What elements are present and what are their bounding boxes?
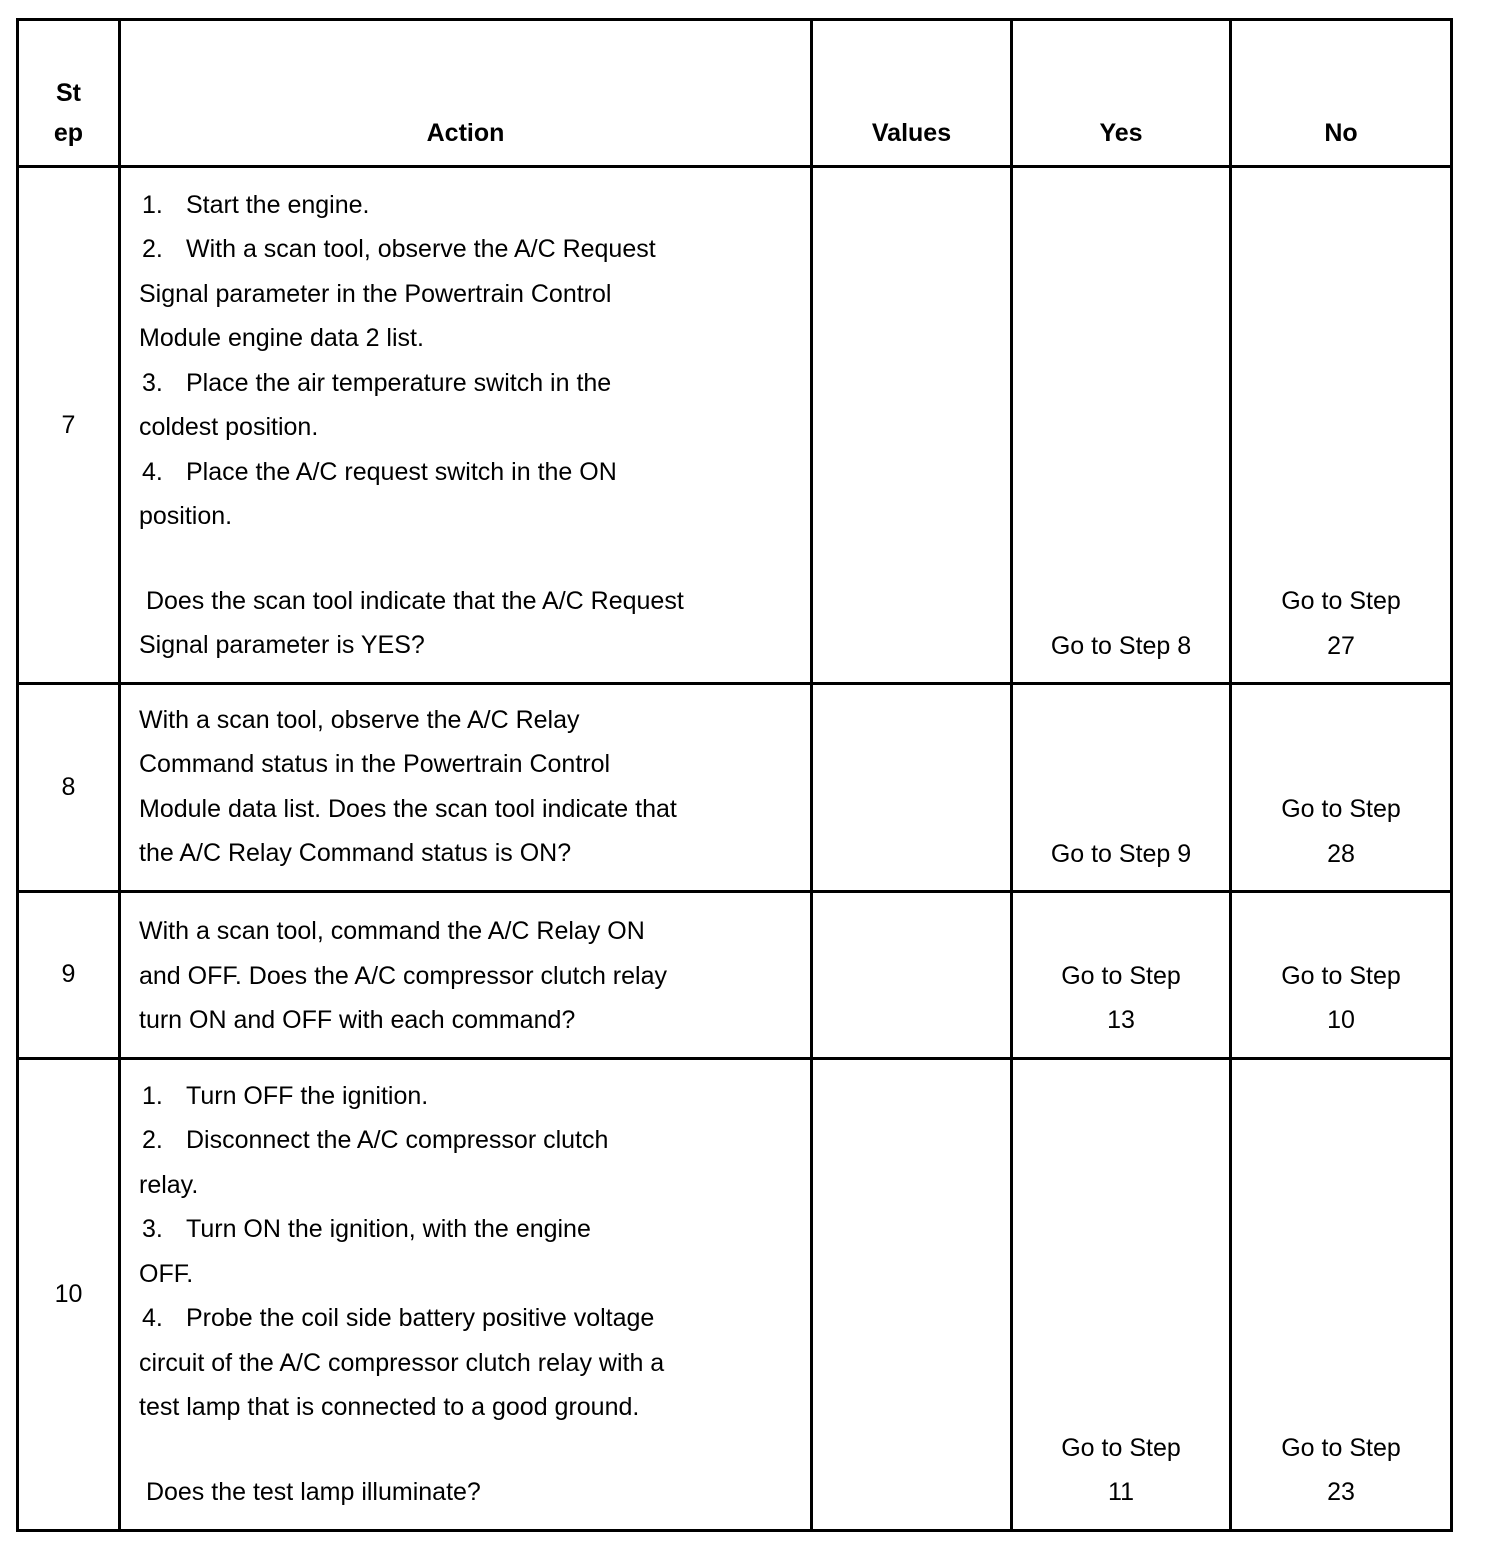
- header-step-line-2: ep: [53, 119, 84, 147]
- list-item: [139, 1074, 800, 1119]
- table-row: [18, 1058, 1452, 1530]
- action-text: Module engine data 2 list.: [139, 324, 424, 352]
- no-goto: Go to Step: [1281, 795, 1401, 823]
- action-text: Place the A/C request switch in the ON: [186, 457, 617, 486]
- diagnostic-table: [16, 18, 1453, 1532]
- action-text: relay.: [139, 1170, 199, 1199]
- list-item: [139, 1118, 800, 1163]
- list-item: [139, 361, 800, 406]
- header-yes: Yes: [1012, 20, 1231, 167]
- no-cell: [1231, 892, 1452, 1059]
- action-cell: [120, 684, 812, 892]
- values-cell: [812, 892, 1012, 1059]
- action-text: Turn OFF the ignition.: [186, 1081, 429, 1110]
- action-text: coldest position.: [139, 413, 319, 441]
- list-item: [139, 183, 800, 228]
- action-text: test lamp that is connected to a good ground.: [139, 1393, 640, 1422]
- list-number: 3.: [142, 368, 163, 397]
- no-goto-step: 27: [1327, 631, 1355, 660]
- action-text: the A/C Relay Command status is ON?: [139, 839, 572, 867]
- no-goto: Go to Step: [1281, 1433, 1401, 1462]
- yes-goto: Go to Step: [1061, 1433, 1181, 1462]
- list-item: [139, 1207, 800, 1252]
- step-number: 7: [18, 167, 120, 684]
- table-row: [18, 167, 1452, 684]
- action-text: With a scan tool, observe the A/C Request: [186, 235, 656, 263]
- no-cell: [1231, 1058, 1452, 1530]
- list-item: [139, 227, 800, 272]
- yes-goto: Go to Step 9: [1050, 839, 1192, 868]
- values-cell: [812, 684, 1012, 892]
- header-step-line-1: St: [56, 79, 81, 107]
- values-cell: [812, 167, 1012, 684]
- header-action: Action: [120, 20, 812, 167]
- list-number: 4.: [142, 1304, 163, 1333]
- table-row: [18, 892, 1452, 1059]
- action-cell: [120, 167, 812, 684]
- action-text: With a scan tool, command the A/C Relay ON: [139, 917, 645, 945]
- question-text: Signal parameter is YES?: [139, 631, 425, 659]
- list-item: [139, 1296, 800, 1341]
- step-number: 8: [18, 684, 120, 892]
- action-text: Disconnect the A/C compressor clutch: [186, 1126, 609, 1155]
- list-item: [139, 450, 800, 495]
- header-row: [18, 20, 1452, 167]
- header-step: [18, 20, 120, 167]
- yes-cell: [1012, 1058, 1231, 1530]
- action-text: circuit of the A/C compressor clutch relay with a: [139, 1348, 665, 1377]
- list-number: 1.: [142, 1081, 163, 1110]
- question-text: Does the test lamp illuminate?: [139, 1477, 481, 1506]
- list-number: 2.: [142, 235, 163, 263]
- no-goto: Go to Step: [1281, 961, 1401, 990]
- action-cell: [120, 1058, 812, 1530]
- spacer: [139, 1430, 800, 1470]
- values-cell: [812, 1058, 1012, 1530]
- action-text: Turn ON the ignition, with the engine: [186, 1215, 591, 1244]
- action-text: Start the engine.: [186, 190, 370, 219]
- yes-goto-step: 11: [1108, 1478, 1134, 1506]
- action-cell: [120, 892, 812, 1059]
- action-text: Probe the coil side battery positive voltage: [186, 1304, 655, 1333]
- no-cell: [1231, 167, 1452, 684]
- no-goto-step: 23: [1327, 1478, 1355, 1506]
- header-no: No: [1231, 20, 1452, 167]
- header-values: Values: [812, 20, 1012, 167]
- no-goto: Go to Step: [1281, 587, 1401, 615]
- yes-goto-step: 13: [1107, 1006, 1135, 1034]
- action-text: turn ON and OFF with each command?: [139, 1006, 576, 1034]
- no-goto-step: 28: [1327, 839, 1355, 868]
- action-text: With a scan tool, observe the A/C Relay: [139, 705, 580, 734]
- action-text: Place the air temperature switch in the: [186, 368, 612, 397]
- table-row: [18, 684, 1452, 892]
- action-text: Command status in the Powertrain Control: [139, 750, 611, 778]
- list-number: 1.: [142, 190, 163, 219]
- list-number: 3.: [142, 1215, 163, 1244]
- yes-goto: Go to Step: [1061, 961, 1181, 990]
- no-cell: [1231, 684, 1452, 892]
- spacer: [139, 539, 800, 579]
- action-text: Signal parameter in the Powertrain Control: [139, 279, 612, 308]
- action-text: and OFF. Does the A/C compressor clutch relay: [139, 961, 667, 990]
- list-number: 2.: [142, 1126, 163, 1155]
- action-text: Module data list. Does the scan tool indicate that: [139, 794, 677, 823]
- yes-cell: [1012, 892, 1231, 1059]
- yes-cell: [1012, 167, 1231, 684]
- no-goto-step: 10: [1327, 1006, 1355, 1034]
- action-text: position.: [139, 502, 233, 530]
- list-number: 4.: [142, 457, 163, 486]
- step-number: 10: [18, 1058, 120, 1530]
- yes-cell: [1012, 684, 1231, 892]
- step-number: 9: [18, 892, 120, 1059]
- yes-goto: Go to Step 8: [1050, 631, 1192, 660]
- action-text: OFF.: [139, 1259, 194, 1288]
- question-text: Does the scan tool indicate that the A/C Request: [139, 586, 684, 615]
